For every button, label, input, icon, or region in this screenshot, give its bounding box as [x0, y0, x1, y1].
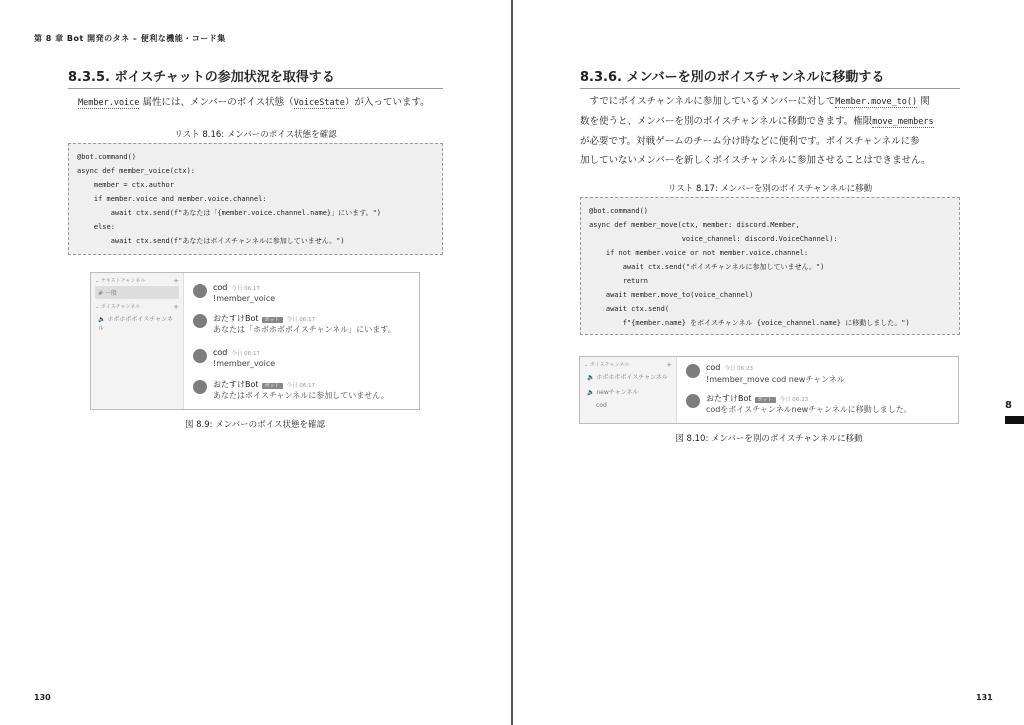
para-line: すでにボイスチャンネルに参加しているメンバーに対してMember.move_to() 関 — [580, 96, 930, 107]
code-line: else: — [77, 223, 115, 231]
code-member-voice: Member.voice — [78, 98, 140, 108]
code-line: @bot.command() — [77, 153, 137, 161]
running-head: 第 8 章 Bot 開発のタネ – 便利な機能・コード集 — [34, 34, 226, 43]
code-line: await ctx.send("ボイスチャンネルに参加していません。") — [589, 263, 825, 271]
code-line: async def member_move(ctx, member: discord.Member, — [589, 221, 800, 229]
add-icon: + — [173, 303, 179, 311]
code-move-members: move_members — [872, 117, 934, 127]
bot-badge: ボット — [755, 397, 776, 403]
figure-caption: 図 8.9: メンバーのボイス状態を確認 — [184, 420, 326, 430]
code-line: await member.move_to(voice_channel) — [589, 291, 754, 299]
channel-general: # 一般 — [95, 286, 179, 299]
code-listing-8-17 — [580, 197, 960, 335]
voice-channel-category: ⌄ ボイスチャンネル + — [95, 303, 179, 311]
user-avatar — [686, 364, 700, 378]
discord-screenshot-8-10 — [579, 356, 959, 424]
page-number: 131 — [976, 693, 993, 702]
listing-caption: リスト 8.16: メンバーのボイス状態を確認 — [174, 130, 337, 140]
timestamp: 今日 06:17 — [286, 317, 316, 323]
discord-screenshot-8-9 — [90, 272, 420, 410]
bot-badge: ボット — [262, 383, 283, 389]
bot-avatar — [686, 394, 700, 408]
message-text: !member_move cod newチャンネル — [706, 375, 845, 384]
channel-sidebar — [91, 273, 184, 409]
voice-channel-new: 🔈 newチャンネル — [587, 389, 639, 396]
code-line: await ctx.send(f"あなたはボイスチャンネルに参加していません。") — [77, 237, 345, 245]
author-name: cod — [213, 348, 228, 357]
code-line: member = ctx.author — [77, 181, 174, 189]
para-text: 属性には、メンバーのボイス状態（ — [139, 97, 294, 108]
text-channel-category: ⌄ テキストチャンネル + — [95, 277, 179, 285]
code-line: return — [589, 277, 649, 285]
message-text: !member_voice — [213, 359, 276, 368]
bot-avatar — [193, 314, 207, 328]
code-line: await ctx.send( — [589, 305, 670, 313]
code-move-to: Member.move_to() — [835, 97, 918, 107]
voice-channel-category: ⌄ ボイスチャンネル + — [584, 361, 672, 369]
author-name: cod — [213, 283, 228, 292]
section-title-8-3-5: 8.3.5. ボイスチャットの参加状況を取得する — [68, 66, 443, 89]
para-line: 加していないメンバーを新しくボイスチャンネルに参加させることはできません。 — [580, 155, 931, 166]
code-line: await ctx.send(f"あなたは「{member.voice.channel.name}」にいます。") — [77, 209, 382, 217]
channel-sidebar — [580, 357, 677, 423]
timestamp: 今日 06:23 — [724, 366, 753, 372]
left-page — [0, 0, 511, 725]
add-icon: + — [666, 361, 672, 369]
message-text: あなたはボイスチャンネルに参加していません。 — [213, 391, 389, 400]
message-text: codをボイスチャンネルnewチャンネルに移動しました。 — [706, 405, 912, 414]
code-line: async def member_voice(ctx): — [77, 167, 196, 175]
message-text: あなたは「ホボホボボイスチャンネル」にいます。 — [213, 325, 396, 334]
timestamp: 今日 06:17 — [231, 351, 260, 357]
chapter-thumb-bar — [1005, 416, 1024, 424]
author-name: cod — [706, 363, 721, 372]
code-line: if not member.voice or not member.voice.channel: — [589, 249, 809, 257]
chapter-thumb-index: 8 — [1005, 400, 1012, 411]
author-name: おたすけBot — [213, 380, 259, 389]
code-line: f"{member.name} をボイスチャンネル {voice_channel.name} に移動しました。") — [589, 319, 910, 327]
timestamp: 今日 06:17 — [286, 383, 316, 389]
para-line: 数を使うと、メンバーを別のボイスチャンネルに移動できます。権限move_members — [580, 116, 934, 127]
bot-badge: ボット — [262, 317, 283, 323]
right-page — [513, 0, 1024, 725]
intro-paragraph — [78, 93, 458, 113]
code-line: @bot.command() — [589, 207, 649, 215]
voice-channel: 🔈 ホボホボボイスチャンネル — [98, 316, 173, 332]
code-line: voice_channel: discord.VoiceChannel): — [589, 235, 838, 243]
user-avatar — [193, 349, 207, 363]
body-paragraph — [580, 92, 970, 170]
code-listing-8-16 — [68, 143, 443, 255]
code-voicestate: VoiceState — [293, 98, 345, 108]
figure-caption: 図 8.10: メンバーを別のボイスチャンネルに移動 — [675, 434, 863, 444]
bot-avatar — [193, 380, 207, 394]
author-name: おたすけBot — [213, 314, 259, 323]
section-title-8-3-6: 8.3.6. メンバーを別のボイスチャンネルに移動する — [580, 66, 960, 89]
listing-caption: リスト 8.17: メンバーを別のボイスチャンネルに移動 — [667, 184, 873, 194]
code-line: if member.voice and member.voice.channel: — [77, 195, 267, 203]
para-text-end: ）が入っています。 — [344, 97, 430, 108]
voice-channel: 🔈 ホボホボボイスチャンネル — [587, 374, 668, 381]
add-icon: + — [173, 277, 179, 285]
user-avatar — [193, 284, 207, 298]
timestamp: 今日 06:23 — [779, 397, 809, 403]
page-number: 130 — [34, 693, 51, 702]
author-name: おたすけBot — [706, 394, 752, 403]
timestamp: 今日 06:17 — [231, 286, 260, 292]
para-line: が必要です。対戦ゲームのチーム分け時などに便利です。ボイスチャンネルに参 — [580, 136, 920, 147]
message-text: !member_voice — [213, 294, 276, 303]
connected-user: cod — [596, 402, 607, 409]
